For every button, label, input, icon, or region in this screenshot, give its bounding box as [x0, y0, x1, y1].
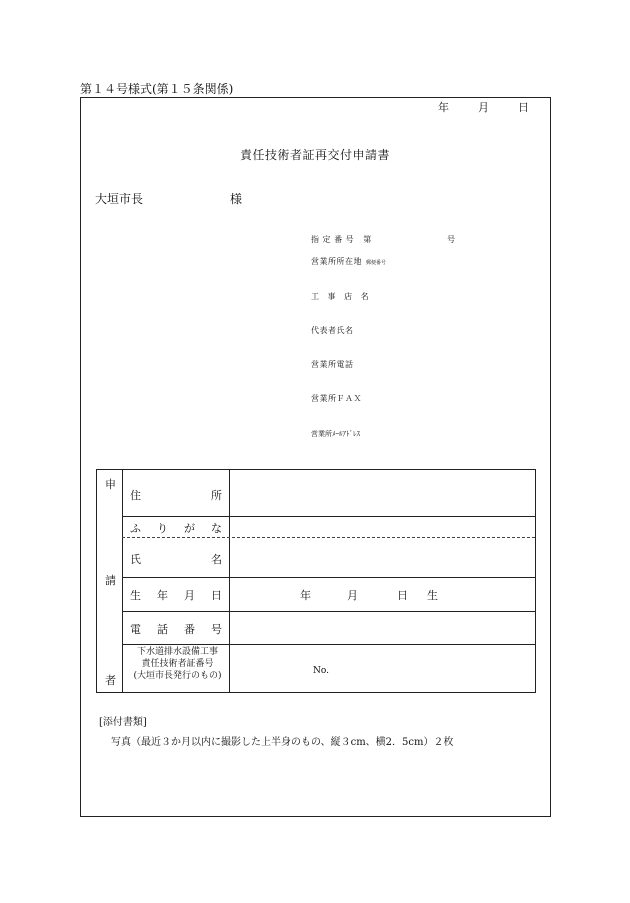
- label-char: が: [184, 522, 195, 535]
- honorific: 様: [230, 192, 243, 206]
- birth-row-label: [130, 587, 222, 603]
- designation-dai-label: 第: [363, 235, 372, 244]
- table-divider: [122, 644, 535, 645]
- form-number: 第１４号様式(第１５条関係): [80, 82, 234, 96]
- address-row-label: [130, 487, 222, 503]
- label-char: 日: [211, 589, 222, 602]
- label-char: 月: [184, 589, 195, 602]
- birth-day-label: 日: [397, 589, 408, 602]
- birth-year-label: 年: [300, 589, 311, 602]
- label-char: 住: [130, 489, 141, 502]
- cert-label-line-3: (大垣市長発行のもの): [133, 671, 222, 681]
- label-char: り: [157, 522, 168, 535]
- addressee: 大垣市長: [95, 192, 144, 206]
- applicant-table: [96, 469, 536, 693]
- birth-month-label: 月: [347, 589, 358, 602]
- label-char: 年: [157, 589, 168, 602]
- applicant-side-label-mid: 請: [105, 574, 116, 587]
- designation-number-field: [311, 234, 372, 245]
- date-year-label: 年: [438, 101, 449, 114]
- phone-row-label: [130, 621, 222, 637]
- label-char: 番: [184, 623, 195, 636]
- label-char: な: [211, 522, 222, 535]
- cert-label-line-1: 下水道排水設備工事: [136, 647, 218, 657]
- office-address-label: 営業所所在地: [311, 257, 362, 266]
- office-email-label: 営業所ﾒｰﾙｱﾄﾞﾚｽ: [311, 430, 360, 438]
- date-day-label: 日: [518, 101, 529, 114]
- table-divider: [122, 470, 123, 692]
- label-char: 話: [157, 623, 168, 636]
- applicant-side-label-bottom: 者: [105, 674, 116, 687]
- cert-number-prefix: No.: [313, 666, 329, 676]
- document-title: 責任技術者証再交付申請書: [239, 148, 390, 162]
- representative-name-label: 代表者氏名: [311, 326, 354, 335]
- contractor-name-label: 工 事 店 名: [311, 292, 372, 301]
- office-phone-label: 営業所電話: [311, 360, 354, 369]
- attachments-heading: [添付書類]: [99, 717, 147, 728]
- table-divider: [122, 516, 535, 517]
- office-address-field: [311, 256, 386, 267]
- table-divider: [122, 537, 535, 538]
- cert-label-line-2: 責任技術者証番号: [141, 659, 214, 669]
- table-divider: [122, 577, 535, 578]
- table-divider: [122, 611, 535, 612]
- cert-number-row-label: [125, 646, 230, 682]
- postal-code-note: 郵便番号: [366, 260, 387, 266]
- form-frame: [80, 97, 551, 817]
- furigana-row-label: [130, 520, 222, 536]
- applicant-side-label-top: 申: [105, 478, 116, 491]
- date-line: [438, 99, 529, 115]
- name-row-label: [130, 551, 222, 567]
- label-char: 号: [211, 623, 222, 636]
- office-fax-label: 営業所ＦＡＸ: [311, 394, 362, 403]
- designation-number-label: 指 定 番 号: [311, 235, 355, 244]
- label-char: 所: [211, 489, 222, 502]
- birth-sei-label: 生: [427, 589, 438, 602]
- label-char: 氏: [130, 553, 141, 566]
- label-char: 電: [130, 623, 141, 636]
- label-char: ふ: [130, 522, 141, 535]
- designation-go-label: 号: [447, 235, 455, 244]
- date-month-label: 月: [478, 101, 489, 114]
- attachment-item: 写真（最近３か月以内に撮影した上半身のもの、縦３cm、横2．5cm）２枚: [111, 737, 454, 748]
- label-char: 名: [211, 553, 222, 566]
- label-char: 生: [130, 589, 141, 602]
